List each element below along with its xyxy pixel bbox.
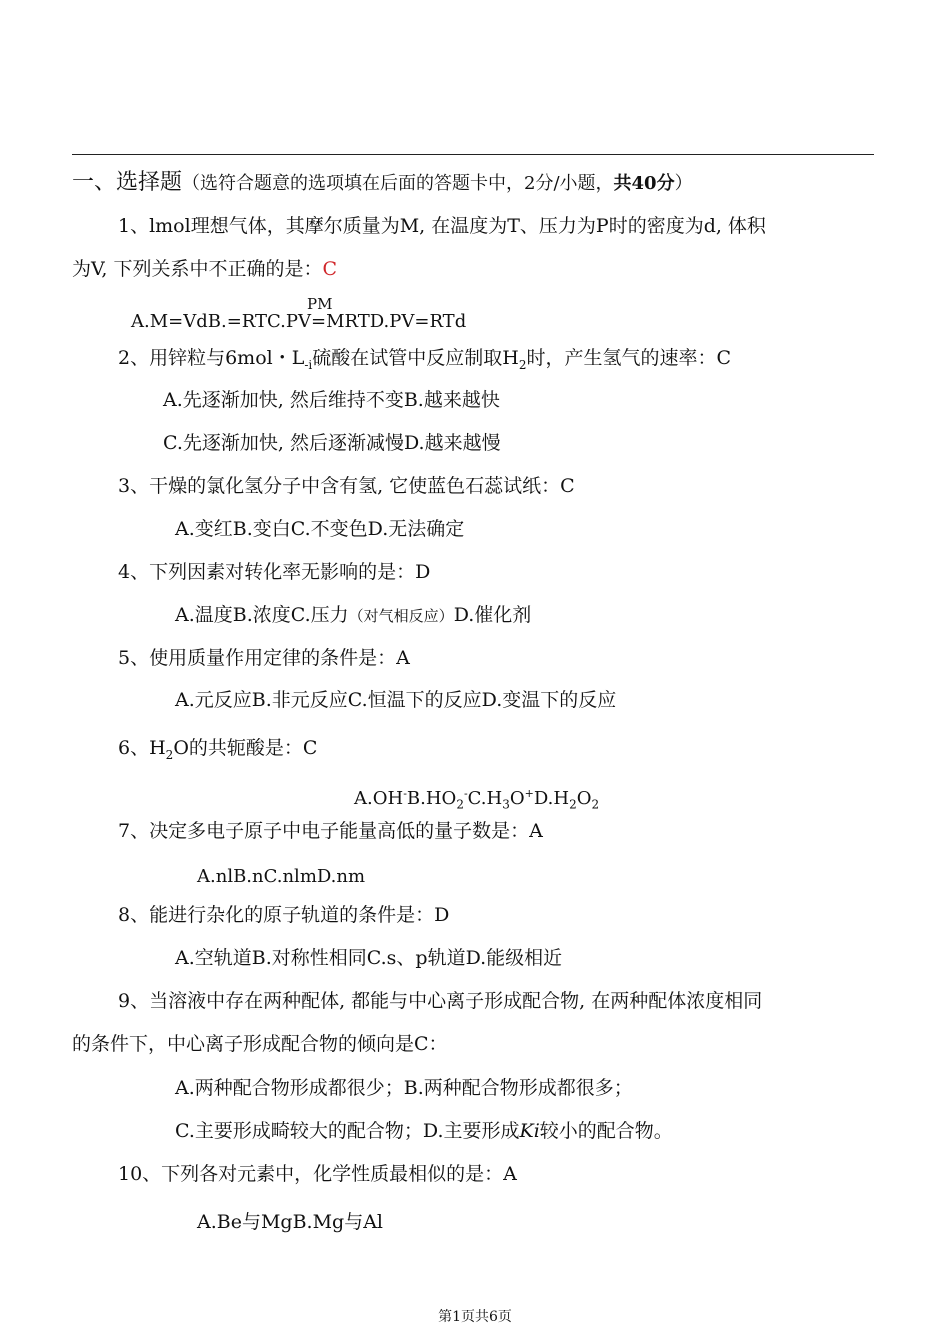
question-5-options: A.元反应B.非元反应C.恒温下的反应D.变温下的反应 [175, 689, 617, 711]
question-1-answer: C [322, 258, 338, 280]
question-5: 5、使用质量作用定律的条件是：A [118, 647, 410, 669]
question-1-line-2: 为V, 下列关系中不正确的是：C [72, 258, 338, 280]
question-1-formula-numerator: PM [307, 295, 333, 313]
page-footer: 第1页共6页 [438, 1309, 512, 1325]
question-10: 10、下列各对元素中，化学性质最相似的是：A [118, 1163, 517, 1185]
question-4: 4、下列因素对转化率无影响的是：D [118, 561, 431, 583]
question-3: 3、干燥的氯化氢分子中含有氢, 它使蓝色石蕊试纸：C [118, 475, 575, 497]
question-7-options: A.nlB.nC.nlmD.nm [197, 866, 366, 887]
section-note: （选符合题意的选项填在后面的答题卡中，2分/小题，共40分） [182, 173, 693, 194]
question-1-line-1: 1、lmol理想气体，其摩尔质量为M, 在温度为T、压力为P时的密度为d, 体积 [118, 215, 766, 237]
question-10-options: A.Be与MgB.Mg与Al [197, 1211, 384, 1233]
question-4-options: A.温度B.浓度C.压力（对气相反应）D.催化剂 [175, 604, 532, 626]
question-6: 6、$H_2O$的共轭酸是：C [118, 737, 318, 762]
question-3-options: A.变红B.变白C.不变色D.无法确定 [175, 518, 465, 540]
question-9-options-1: A.两种配合物形成都很少；B.两种配合物形成都很多； [175, 1077, 633, 1099]
question-2-options-2: C.先逐渐加快, 然后逐渐减慢D.越来越慢 [163, 432, 501, 454]
question-9-options-2: C.主要形成畸较大的配合物；D.主要形成Ki较小的配合物。 [175, 1120, 673, 1142]
question-9-line-1: 9、当溶液中存在两种配体, 都能与中心离子形成配合物, 在两种配体浓度相同 [118, 990, 763, 1012]
section-heading [72, 168, 693, 199]
question-8-options: A.空轨道B.对称性相同C.s、p轨道D.能级相近 [175, 947, 563, 969]
question-9-line-2: 的条件下，中心离子形成配合物的倾向是C： [72, 1033, 448, 1055]
header-rule [72, 154, 874, 155]
question-6-options: $A.OH^-B.HO_2^-C.H_3O^+D.H_2O_2$ [354, 787, 600, 812]
question-8: 8、能进行杂化的原子轨道的条件是：D [118, 904, 450, 926]
question-1-options: A.M=VdB.=RTC.PV=MRTD.PV=RTd [131, 311, 467, 332]
section-title: 一、选择题 [72, 170, 183, 195]
question-2: 2、用锌粒与6mol・$L_{-i}$硫酸在试管中反应制取$H_2$时，产生氢气的速率：C [118, 347, 731, 372]
question-7: 7、决定多电子原子中电子能量高低的量子数是：A [118, 820, 543, 842]
question-2-options-1: A.先逐渐加快, 然后维持不变B.越来越快 [163, 389, 500, 411]
